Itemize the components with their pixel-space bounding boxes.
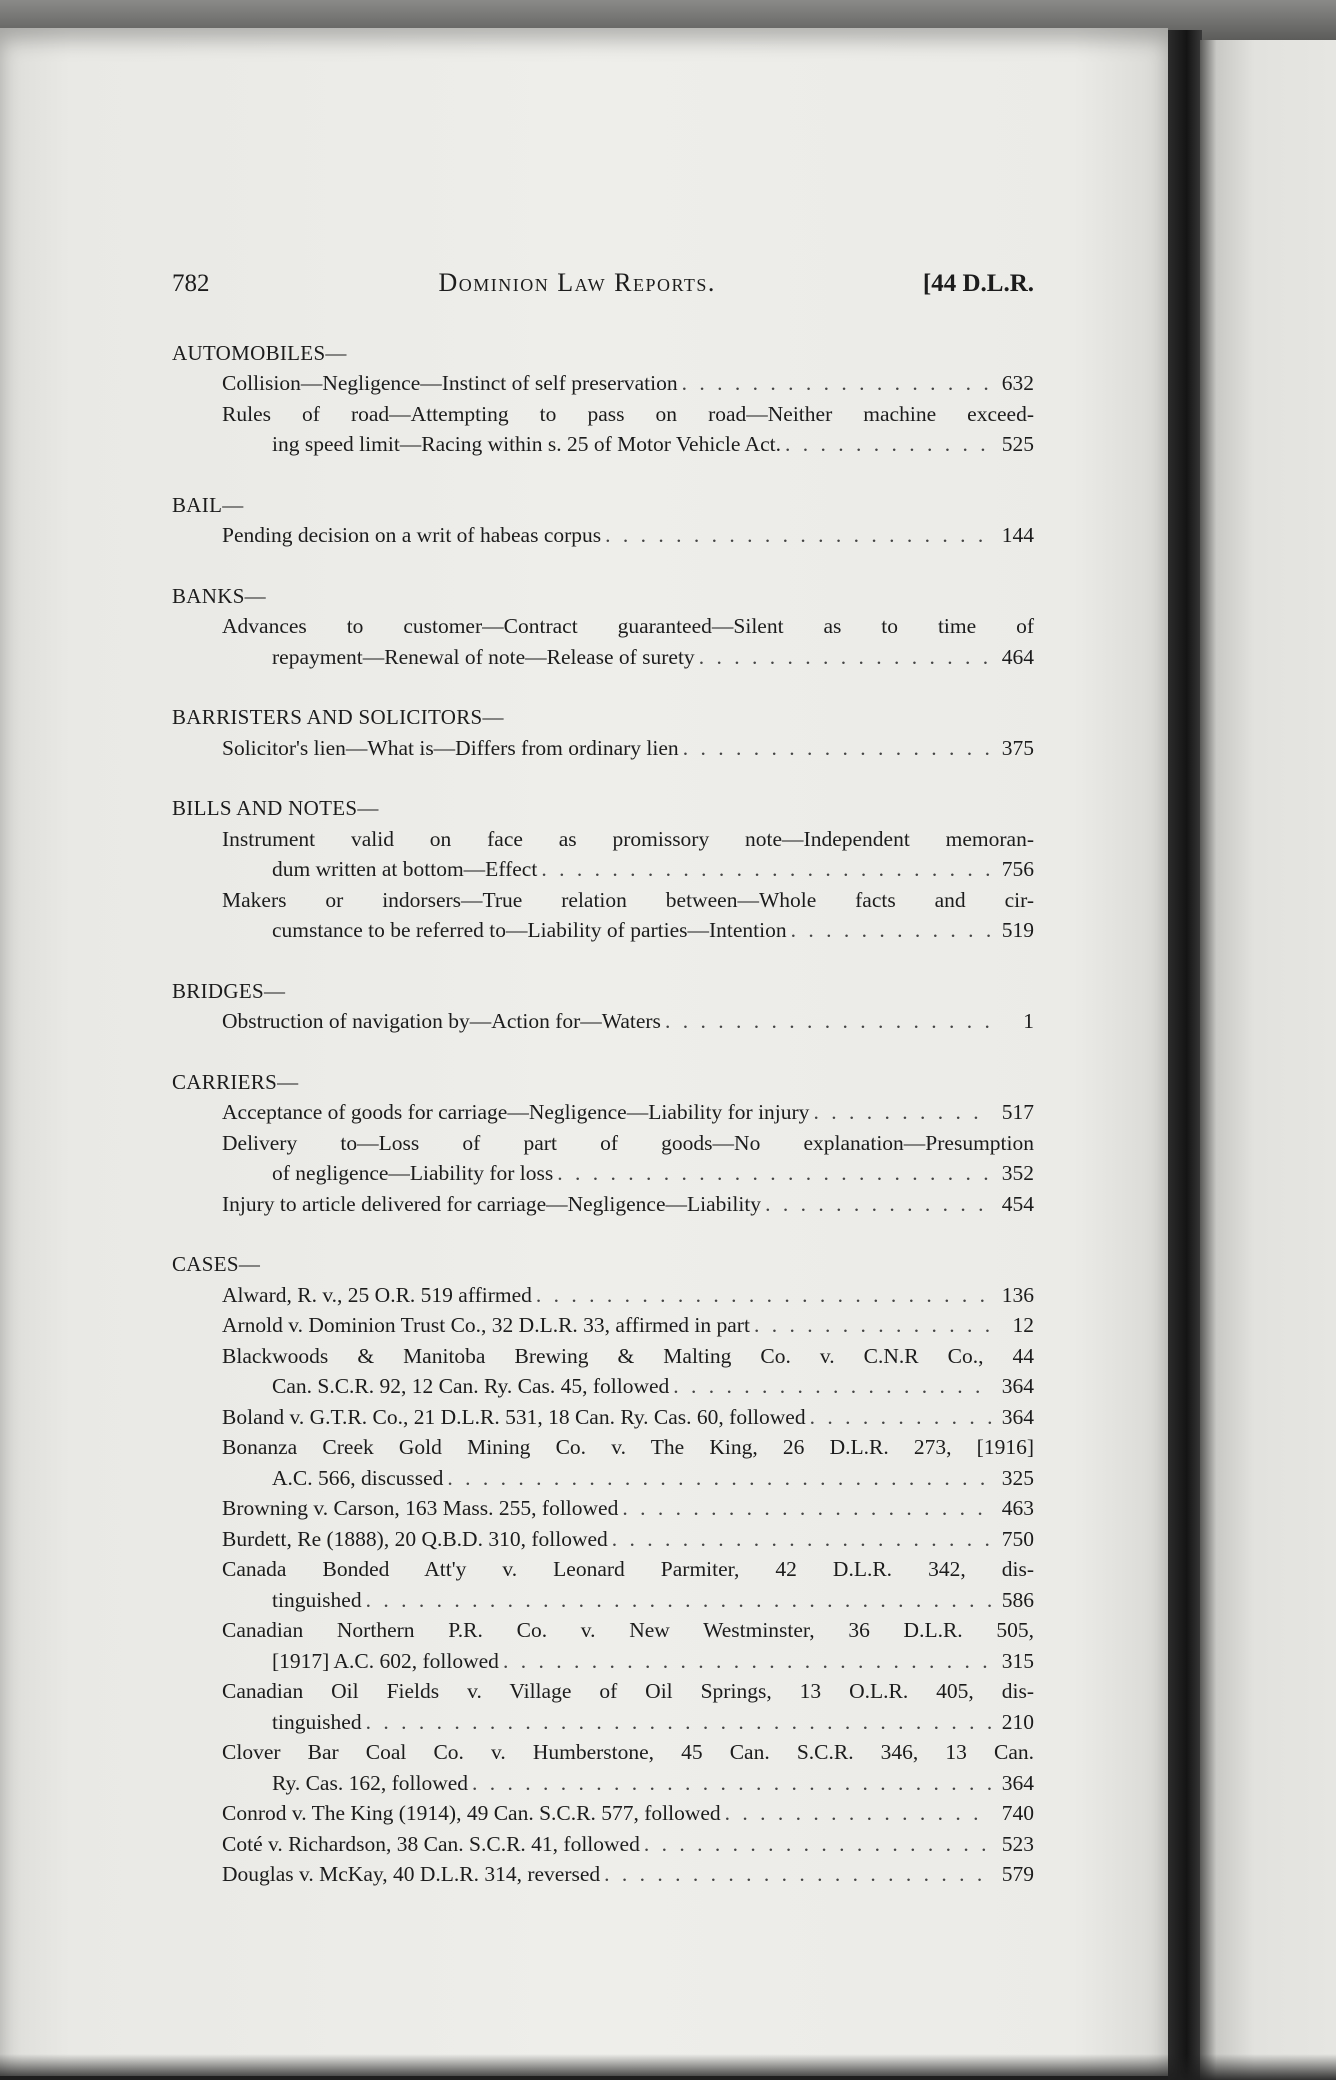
running-header (172, 268, 1034, 300)
index-section (172, 793, 1034, 946)
index-entry (172, 824, 1034, 885)
section-heading: BARRISTERS AND SOLICITORS— (172, 705, 504, 729)
entry-text: Coté v. Richardson, 38 Can. S.C.R. 41, followed (222, 1831, 640, 1856)
dot-leader (536, 1280, 992, 1311)
entry-final-line (222, 1189, 1034, 1220)
entry-text: Can. S.C.R. 92, 12 Can. Ry. Cas. 45, followed (272, 1374, 670, 1398)
index-entry (172, 1432, 1034, 1493)
index-entry (172, 1737, 1034, 1798)
dot-leader (612, 1524, 992, 1555)
section-heading: BRIDGES— (172, 978, 286, 1003)
index-section (172, 581, 1034, 673)
entry-page-number: 325 (1001, 1465, 1034, 1490)
entry-line: Delivery to—Loss of part of goods—No explanation—Presumption (222, 1130, 1034, 1155)
entry-text: Douglas v. McKay, 40 D.L.R. 314, reversed (222, 1862, 601, 1886)
entry-line: Bonanza Creek Gold Mining Co. v. The King, 26 D.L.R. 273, [1916] (222, 1435, 1034, 1459)
index-entry (172, 1615, 1034, 1676)
entry-text: [1917] A.C. 602, followed (272, 1648, 499, 1673)
entry-page-number: 375 (1001, 735, 1034, 760)
entry-final-line (222, 1829, 1034, 1860)
entry-final-line (272, 1371, 1034, 1402)
entry-final-line (272, 1463, 1034, 1494)
entry-line: Canada Bonded Att'y v. Leonard Parmiter, 42 D.L.R. 342, dis- (222, 1557, 1034, 1581)
index-entry (172, 885, 1034, 946)
index-entry (172, 1859, 1034, 1890)
index-entry (172, 1341, 1034, 1402)
entry-line: Blackwoods & Manitoba Brewing & Malting Co. v. C.N.R Co., 44 (222, 1343, 1034, 1368)
dot-leader (366, 1585, 992, 1616)
entry-line: Canadian Northern P.R. Co. v. New Westminster, 36 D.L.R. 505, (222, 1618, 1034, 1642)
index-entry (172, 733, 1034, 764)
entry-final-line (222, 1402, 1034, 1433)
entry-text: Arnold v. Dominion Trust Co., 32 D.L.R. 33, affirmed in part (222, 1313, 750, 1337)
dot-leader (541, 854, 992, 885)
entry-final-line (272, 1707, 1034, 1738)
entry-page-number: 464 (1001, 644, 1034, 669)
entry-text: Acceptance of goods for carriage—Negligence—Liability for injury (222, 1100, 810, 1124)
section-heading: BANKS— (172, 583, 266, 608)
entry-final-line (222, 1280, 1034, 1311)
entry-final-line (272, 1768, 1034, 1799)
index-entry (172, 520, 1034, 551)
index-entry (172, 399, 1034, 460)
section-heading: BILLS AND NOTES— (172, 796, 379, 820)
section-heading: CASES— (172, 1252, 261, 1276)
right-page-edge (1200, 40, 1336, 2080)
entry-final-line (272, 1158, 1034, 1189)
index-entry (172, 1280, 1034, 1311)
entry-page-number: 1 (1023, 1009, 1034, 1033)
entry-page-number: 463 (1001, 1496, 1034, 1520)
entry-text: A.C. 566, discussed (272, 1465, 444, 1490)
dot-leader (644, 1829, 992, 1860)
entry-text: cumstance to be referred to—Liability of parties—Intention (272, 918, 787, 942)
index-entry (172, 1189, 1034, 1220)
entry-page-number: 523 (1001, 1831, 1034, 1856)
left-page (0, 28, 1168, 2076)
entry-page-number: 750 (1001, 1526, 1034, 1551)
entry-page-number: 352 (1001, 1161, 1034, 1185)
entry-text: Pending decision on a writ of habeas corpus (222, 523, 602, 547)
dot-leader (604, 1859, 992, 1890)
index-section (172, 702, 1034, 763)
entry-line: Advances to customer—Contract guaranteed—Silent as to time of (222, 614, 1034, 638)
entry-page-number: 136 (1001, 1282, 1034, 1307)
entry-text: repayment—Renewal of note—Release of surety (272, 644, 695, 669)
volume-reference: [44 D.L.R. (922, 270, 1034, 297)
index-entry (172, 1310, 1034, 1341)
entry-line: Makers or indorsers—True relation between—Whole facts and cir- (222, 887, 1034, 912)
index-section (172, 976, 1034, 1037)
entry-text: Alward, R. v., 25 O.R. 519 affirmed (222, 1282, 532, 1307)
dot-leader (725, 1798, 992, 1829)
entry-final-line (272, 642, 1034, 673)
dot-leader (683, 733, 992, 764)
entry-line: Clover Bar Coal Co. v. Humberstone, 45 Can. S.C.R. 346, 13 Can. (222, 1740, 1034, 1764)
index-entry (172, 611, 1034, 672)
entry-page-number: 519 (1001, 918, 1034, 942)
dot-leader (622, 1493, 992, 1524)
dot-leader (665, 1006, 992, 1037)
index-section (172, 1067, 1034, 1220)
entry-page-number: 364 (1001, 1374, 1034, 1398)
entry-final-line (222, 520, 1034, 551)
entry-final-line (222, 1859, 1034, 1890)
entry-page-number: 525 (1001, 432, 1034, 456)
entry-text: Injury to article delivered for carriage—Negligence—Liability (222, 1191, 762, 1216)
index-entry (172, 1554, 1034, 1615)
entry-page-number: 144 (1001, 523, 1034, 547)
entry-page-number: 579 (1001, 1862, 1034, 1886)
entry-text: of negligence—Liability for loss (272, 1161, 554, 1185)
index-entry (172, 1128, 1034, 1189)
index-entry (172, 1402, 1034, 1433)
entry-final-line (222, 1493, 1034, 1524)
entry-line: Rules of road—Attempting to pass on road—Neither machine exceed- (222, 401, 1034, 426)
entry-final-line (222, 733, 1034, 764)
entry-page-number: 364 (1001, 1404, 1034, 1429)
dot-leader (813, 1097, 992, 1128)
entry-page-number: 756 (1001, 857, 1034, 881)
entry-final-line (222, 1006, 1034, 1037)
entry-text: Ry. Cas. 162, followed (272, 1770, 469, 1795)
dot-leader (447, 1463, 992, 1494)
section-heading: BAIL— (172, 492, 244, 517)
entry-text: Conrod v. The King (1914), 49 Can. S.C.R. 577, followed (222, 1801, 721, 1825)
entry-final-line (272, 854, 1034, 885)
index-entry (172, 1493, 1034, 1524)
entry-text: Burdett, Re (1888), 20 Q.B.D. 310, followed (222, 1526, 608, 1551)
entry-text: dum written at bottom—Effect (272, 857, 538, 881)
index-section (172, 1249, 1034, 1890)
index-sections (172, 338, 1034, 1890)
entry-final-line (222, 1097, 1034, 1128)
index-entry (172, 1829, 1034, 1860)
entry-final-line (272, 1585, 1034, 1616)
index-entry (172, 368, 1034, 399)
index-entry (172, 1097, 1034, 1128)
entry-page-number: 210 (1001, 1709, 1034, 1734)
entry-line: Instrument valid on face as promissory note—Independent memoran- (222, 826, 1034, 851)
entry-page-number: 12 (1012, 1313, 1034, 1337)
entry-text: tinguished (272, 1587, 362, 1612)
entry-text: Browning v. Carson, 163 Mass. 255, followed (222, 1496, 619, 1520)
section-heading: CARRIERS— (172, 1069, 299, 1094)
entry-final-line (222, 368, 1034, 399)
entry-text: Solicitor's lien—What is—Differs from ordinary lien (222, 735, 679, 760)
entry-page-number: 315 (1001, 1648, 1034, 1673)
entry-text: Collision—Negligence—Instinct of self preservation (222, 371, 678, 395)
entry-text: ing speed limit—Racing within s. 25 of Motor Vehicle Act. (272, 432, 781, 456)
entry-final-line (272, 915, 1034, 946)
dot-leader (682, 368, 992, 399)
entry-text: tinguished (272, 1709, 362, 1734)
dot-leader (810, 1402, 992, 1433)
dot-leader (503, 1646, 992, 1677)
index-entry (172, 1676, 1034, 1737)
index-entry (172, 1006, 1034, 1037)
entry-final-line (222, 1798, 1034, 1829)
dot-leader (765, 1189, 992, 1220)
dot-leader (785, 429, 992, 460)
entry-page-number: 364 (1001, 1770, 1034, 1795)
entry-final-line (272, 1646, 1034, 1677)
entry-text: Boland v. G.T.R. Co., 21 D.L.R. 531, 18 Can. Ry. Cas. 60, followed (222, 1404, 806, 1429)
index-section (172, 490, 1034, 551)
index-entry (172, 1798, 1034, 1829)
dot-leader (754, 1310, 992, 1341)
dot-leader (605, 520, 992, 551)
entry-text: Obstruction of navigation by—Action for—Waters (222, 1009, 661, 1033)
running-title: Dominion Law Reports. (438, 268, 716, 297)
entry-page-number: 586 (1001, 1587, 1034, 1612)
entry-page-number: 454 (1001, 1191, 1034, 1216)
entry-line: Canadian Oil Fields v. Village of Oil Springs, 13 O.L.R. 405, dis- (222, 1679, 1034, 1703)
index-section (172, 338, 1034, 460)
entry-page-number: 740 (1001, 1801, 1034, 1825)
index-content (172, 268, 1034, 1920)
entry-final-line (222, 1310, 1034, 1341)
dot-leader (557, 1158, 992, 1189)
dot-leader (673, 1371, 992, 1402)
dot-leader (791, 915, 992, 946)
entry-final-line (272, 429, 1034, 460)
index-entry (172, 1524, 1034, 1555)
dot-leader (472, 1768, 992, 1799)
dot-leader (366, 1707, 992, 1738)
entry-page-number: 517 (1001, 1100, 1034, 1124)
book-gutter (1168, 30, 1202, 2080)
entry-final-line (222, 1524, 1034, 1555)
dot-leader (699, 642, 992, 673)
section-heading: AUTOMOBILES— (172, 340, 347, 365)
bottom-shadow (0, 2054, 1336, 2080)
page-number: 782 (172, 270, 210, 297)
entry-page-number: 632 (1001, 371, 1034, 395)
